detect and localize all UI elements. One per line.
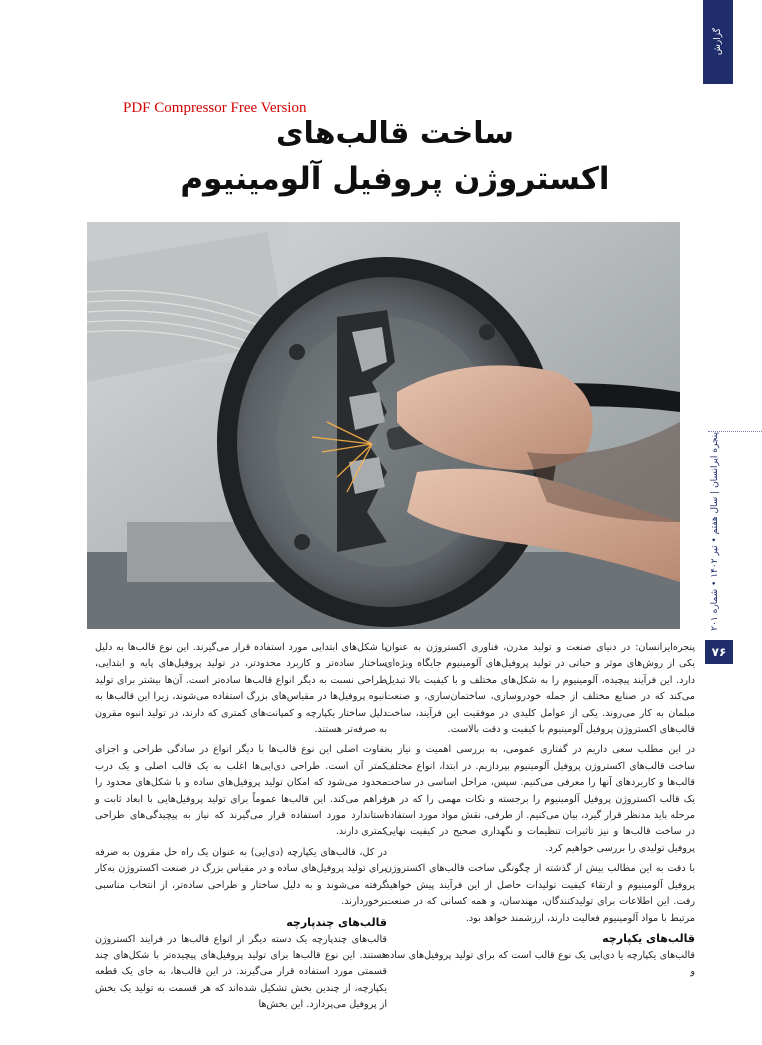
- paragraph: تفاوت اصلی این نوع قالب‌ها با دیگر انواع در سادگی طراحی و اجزای کمتر آن است. طراحی دی‌ایی‌ها اغلب به یک قالب اصلی و یک درب محدود می‌شود که امکان تولید پروفیل‌های ساده و با شکل‌های محدود را فراهم می‌کند. این قالب‌ها عموماً برای تولید پروفیل‌هایی با ابعاد ثابت و استاندارد مورد استفاده قرار می‌گیرند که نیاز به پیچیدگی‌های طراحی کمتری دارند.: [95, 744, 387, 838]
- title-line-1: ساخت قالب‌های: [275, 116, 515, 151]
- paragraph: قالب‌های چندپارچه یک دسته دیگر از انواع قالب‌ها در فرایند اکستروژن هستند. این نوع قالب‌ها برای تولید پروفیل‌های پیچیده‌تر با شکل‌های چند قسمتی مورد استفاده قرار می‌گیرند. در این قالب‌ها، به جای یک قطعه یکپارچه، از چندین بخش تشکیل شده‌اند که هر قسمت به تولید یک بخش از پروفیل می‌پردازد. این بخش‌ها: [95, 933, 387, 1011]
- magazine-issue-caption: پنجره ایرانسان | سال هفتم • تیر ۱۴۰۲ • شماره ۲۰۱: [710, 432, 720, 631]
- paragraph: در این مطلب سعی داریم در گفتاری عمومی، به بررسی اهمیت و نیاز به ساخت قالب‌های اکستروژن پروفیل آلومینیوم بپردازیم. در ابتدا، انواع مختلف قالب‌ها و کاربردهای آنها را معرفی می‌کنیم. سپس، مراحل اساسی در ساخت یک قالب اکستروژن پروفیل آلومینیوم را برجسته و نکات مهمی را که در هر مرحله باید مدنظر قرار گیرد، بیان می‌کنیم. از طرفی، نقش مواد مورد استفاده در ساخت قالب‌ها و نیز تاثیرات تنظیمات و نگهداری صحیح در کیفیت نهایی پروفیل تولیدی را بررسی خواهیم کرد.: [385, 744, 695, 854]
- pdf-watermark: PDF Compressor Free Version: [123, 100, 307, 116]
- paragraph: در کل، قالب‌های یکپارچه (دی‌ایی) به عنوان یک راه حل مقرون به صرفه برای تولید پروفیل‌های ساده و در مقیاس بزرگ در صنعت اکستروژن به‌کار گرفته می‌شوند و به دلیل ساختار و طراحی ساده‌تر، از انتخاب مناسبی برخوردارند.: [95, 846, 387, 908]
- subheading-integrated-dies: قالب‌های یکپارچه: [602, 931, 695, 945]
- paragraph: با شکل‌های ابتدایی مورد استفاده قرار می‌گیرند. این نوع قالب‌ها به دلیل ساختار ساده‌تر و کاربرد محدودتر، در تولید پروفیل‌های پایه و ابتدایی، طراحی نسبت به دیگر انواع قالب‌ها ساده‌تر است. آن‌ها بیشتر برای تولید انبوه پروفیل‌ها در مقیاس‌های بزرگ استفاده می‌شوند، زیرا این قالب‌ها به دلیل ساختار یکپارچه و کمپانت‌های کمتری که دارند، در تولید انبوه مقرون به صرفه‌تر هستند.: [95, 642, 387, 736]
- paragraph: پنجره‌ایرانسان: در دنیای صنعت و تولید مدرن، فناوری اکستروژن به عنوان یکی از روش‌های موثر و حیاتی در تولید پروفیل‌های آلومینیوم جایگاه ویژه‌ای دارد. این فرآیند پیچیده، آلومینیوم را به شکل‌های مختلف و با کیفیت بالا تبدیل می‌کند که در صنایع مختلف از جمله خودروسازی، ساختمان‌سازی، و صنعت مبلمان به کار می‌روند. یکی از عوامل کلیدی در موفقیت این فرآیند، ساخت قالب‌های اکستروژن پروفیل آلومینیوم با کیفیت و دقت بالاست.: [385, 642, 695, 736]
- subheading-multipart-dies: قالب‌های چندپارچه: [286, 915, 387, 929]
- article-column-left: [95, 640, 387, 1018]
- title-line-2: اکستروژن پروفیل آلومینیوم: [180, 161, 610, 197]
- article-photo: [87, 222, 680, 629]
- section-label: گزارش: [713, 28, 723, 56]
- section-tab: [703, 0, 733, 84]
- article-column-right: [385, 640, 695, 985]
- article-title: [150, 112, 640, 202]
- paragraph: با دقت به این مطالب بیش از گذشته از چگونگی ساخت قالب‌های اکستروژن پروفیل آلومینیوم و ارتقاء کیفیت تولیدات حاصل از این فرآیند پیش خواهید رفت. این اطلاعات برای تولیدکنندگان، مهندسان، و همه کسانی که در صنعت مرتبط با مواد آلومینیوم فعالیت دارند، ارزشمند خواهد بود.: [385, 863, 695, 924]
- page-number: ۷۶: [705, 640, 733, 664]
- paragraph: قالب‌های یکپارچه یا دی‌ایی یک نوع قالب است که برای تولید پروفیل‌های ساده و: [385, 949, 695, 978]
- grinder-die-illustration: [87, 222, 680, 629]
